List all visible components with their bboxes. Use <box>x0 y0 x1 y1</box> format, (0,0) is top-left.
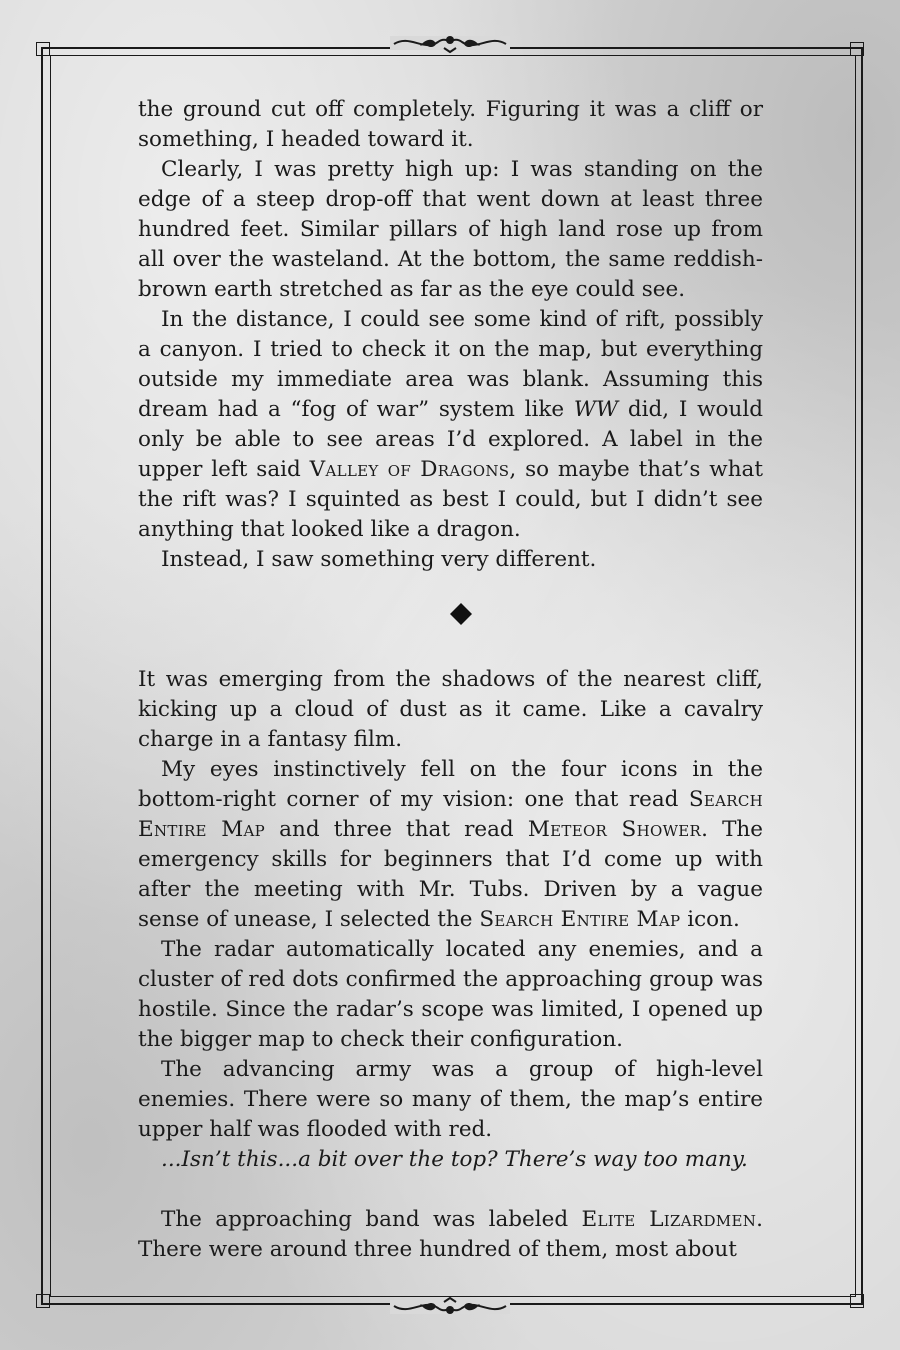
paragraph: the ground cut off completely. Figuring it was a cliff or something, I headed toward it. <box>138 97 763 152</box>
paragraph: Instead, I saw something very different. <box>161 547 597 572</box>
small-caps-label: Search Entire Map <box>479 907 681 932</box>
diamond-icon <box>449 602 473 626</box>
paragraph: My eyes instinctively fell on the four icons in the bottom-right corner of my vision: one that read Search Entire Map and three that read Meteor Shower. The emergency skills for beginners that I’d come up with after the meeting with Mr. Tubs. Driven by a vague sense of unease, I selected the Search Entire Map icon. <box>138 757 763 932</box>
text-section-1 <box>138 95 763 575</box>
italic-thought: ...Isn’t this...a bit over the top? There’s way too many. <box>161 1147 748 1172</box>
frame-corner-bottom-right <box>850 1294 864 1308</box>
italic-title: WW <box>573 397 619 422</box>
paragraph: The approaching band was labeled Elite Lizardmen. There were around three hundred of them, most about <box>138 1207 763 1262</box>
small-caps-label: Valley of Dragons <box>309 457 510 482</box>
frame-corner-top-right <box>850 42 864 56</box>
frame-corner-top-left <box>36 42 50 56</box>
paragraph: The advancing army was a group of high-level enemies. There were so many of them, the map’s entire upper half was flooded with red. <box>138 1057 763 1142</box>
paragraph: It was emerging from the shadows of the nearest cliff, kicking up a cloud of dust as it came. Like a cavalry charge in a fantasy film. <box>138 667 763 752</box>
paragraph: Clearly, I was pretty high up: I was standing on the edge of a steep drop-off that went down at least three hundred feet. Similar pillars of high land rose up from all over the wasteland. At the bottom, the same reddish-brown earth stretched as far as the eye could see. <box>138 157 763 302</box>
paragraph: The radar automatically located any enemies, and a cluster of red dots confirmed the approaching group was hostile. Since the radar’s scope was limited, I opened up the bigger map to check their configuration. <box>138 937 763 1052</box>
small-caps-label: Elite Lizardmen <box>581 1207 757 1232</box>
flourish-ornament-icon <box>390 30 510 54</box>
text-section-2 <box>138 665 763 1265</box>
flourish-ornament-icon <box>390 1296 510 1320</box>
paragraph: In the distance, I could see some kind of rift, possibly a canyon. I tried to check it on the map, but everything outside my immediate area was blank. Assuming this dream had a “fog of war” system like WW did, I would only be able to see areas I’d explored. A label in the upper left said Valley of Dragons, so maybe that’s what the rift was? I squinted as best I could, but I didn’t see anything that looked like a dragon. <box>138 307 763 542</box>
frame-corner-bottom-left <box>36 1294 50 1308</box>
small-caps-label: Meteor Shower <box>527 817 702 842</box>
blank-line <box>138 1175 763 1205</box>
small-caps-label: Search Entire Map <box>138 787 763 842</box>
